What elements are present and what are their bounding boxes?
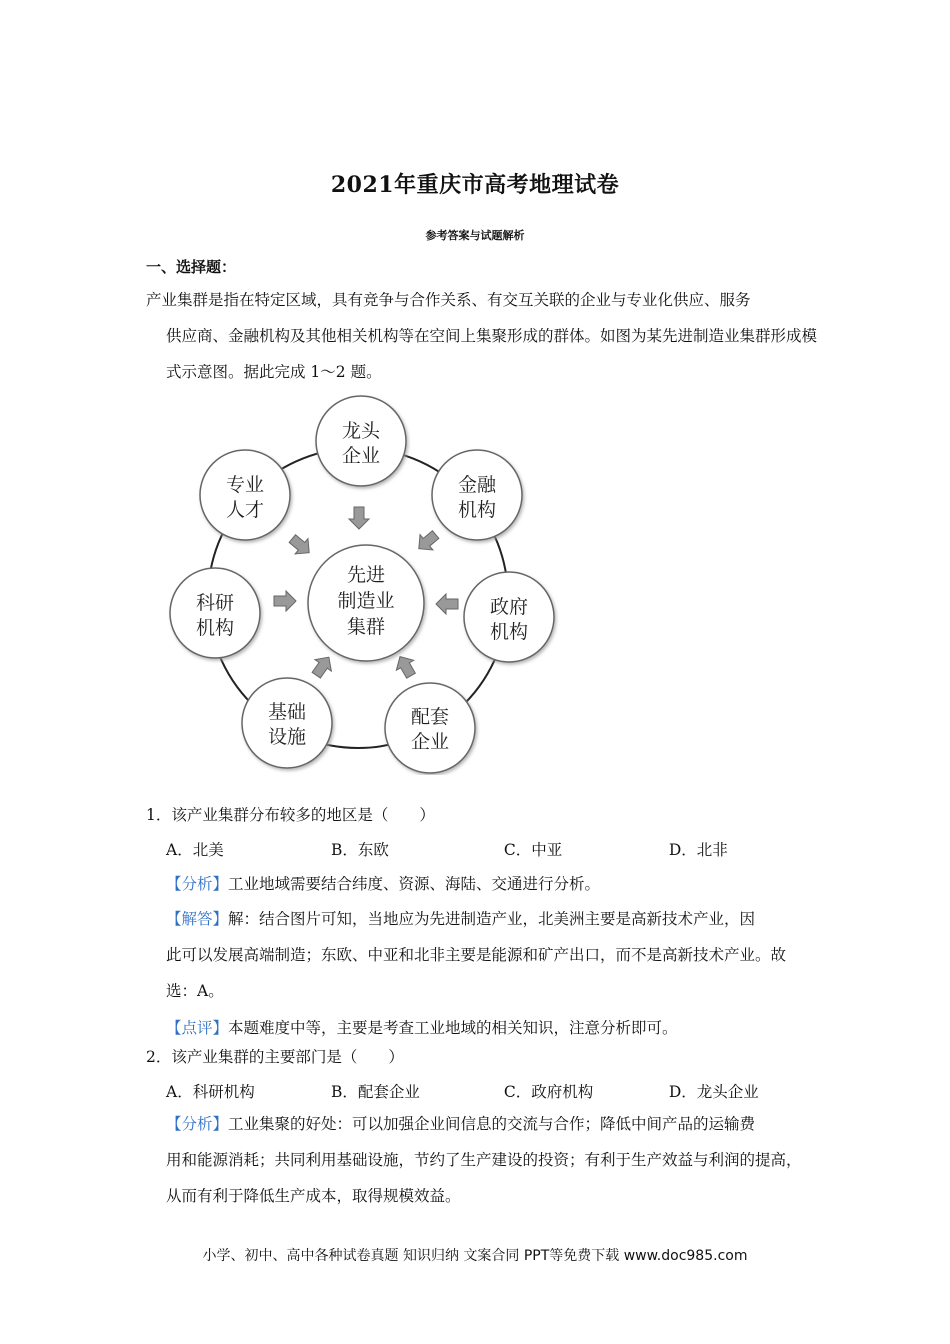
arrow-from-research (274, 591, 296, 611)
svg-text:集群: 集群 (346, 616, 386, 638)
q1-answer (166, 901, 816, 1009)
q1-analysis-tag: 【分析】 (166, 875, 229, 893)
q2-option-d: D．龙头企业 (668, 1083, 759, 1101)
arrow-from-infrastructure (308, 651, 337, 680)
industry-cluster-diagram (160, 395, 560, 775)
q1-comment (166, 1010, 816, 1046)
svg-text:人才: 人才 (225, 499, 265, 521)
svg-text:机构: 机构 (457, 499, 497, 521)
q1-answer-tag: 【解答】 (166, 910, 229, 928)
q1-comment-text: 本题难度中等，主要是考查工业地域的相关知识，注意分析即可。 (228, 1019, 678, 1037)
svg-text:政府: 政府 (489, 596, 529, 618)
center-node (308, 545, 424, 661)
question-2-stem: 2．该产业集群的主要部门是（ ） (146, 1048, 404, 1066)
q1-option-d: D．北非 (668, 841, 728, 859)
node-government (464, 572, 554, 662)
svg-text:制造业: 制造业 (337, 590, 395, 612)
svg-text:先进: 先进 (346, 564, 386, 586)
q2-analysis-line-1: 工业集聚的好处：可以加强企业间信息的交流与合作；降低中间产品的运输费 (228, 1115, 756, 1133)
q2-option-a: A．科研机构 (166, 1083, 255, 1101)
arrow-from-government (436, 594, 458, 614)
q1-answer-rest: 此可以发展高端制造；东欧、中亚和北非主要是能源和矿产出口，而不是高新技术产业。故选：A。 (166, 946, 787, 1000)
node-leading-enterprise (316, 396, 406, 486)
q2-option-c: C．政府机构 (503, 1083, 594, 1101)
node-infrastructure (242, 678, 332, 768)
q2-analysis-tag: 【分析】 (166, 1115, 229, 1133)
page-subtitle: 参考答案与试题解析 (425, 229, 525, 242)
q1-analysis (166, 866, 816, 902)
svg-text:专业: 专业 (225, 474, 265, 496)
question-1-stem: 1．该产业集群分布较多的地区是（ ） (146, 806, 435, 824)
arrow-from-finance (412, 527, 442, 556)
arrow-from-talent (286, 531, 316, 560)
q2-option-b: B．配套企业 (330, 1083, 420, 1101)
q1-analysis-text: 工业地域需要结合纬度、资源、海陆、交通进行分析。 (228, 875, 601, 893)
arrow-from-support (391, 652, 419, 681)
svg-text:配套: 配套 (410, 706, 450, 728)
q1-option-a: A．北美 (166, 841, 224, 859)
svg-text:企业: 企业 (341, 445, 381, 467)
question-2-options (166, 1080, 826, 1102)
q1-answer-line-1: 解：结合图片可知，当地应为先进制造产业，北美洲主要是高新技术产业，因 (228, 910, 756, 928)
page-title: 2021年重庆市高考地理试卷 (330, 172, 620, 198)
svg-text:机构: 机构 (195, 617, 235, 639)
q1-option-c: C．中亚 (503, 841, 563, 859)
q1-option-b: B．东欧 (330, 841, 389, 859)
svg-text:龙头: 龙头 (341, 420, 381, 442)
q2-analysis-rest: 用和能源消耗；共同利用基础设施，节约了生产建设的投资；有利于生产效益与利润的提高，从而有利于降低生产成本，取得规模效益。 (166, 1151, 802, 1205)
q2-analysis (166, 1106, 816, 1214)
node-talent (200, 450, 290, 540)
svg-text:机构: 机构 (489, 621, 529, 643)
intro-line-1: 产业集群是指在特定区域，具有竞争与合作关系、有交互关联的企业与专业化供应、服务 (146, 291, 751, 309)
svg-text:基础: 基础 (267, 701, 307, 723)
q1-comment-tag: 【点评】 (166, 1019, 229, 1037)
node-research (170, 568, 260, 658)
page-footer: 小学、初中、高中各种试卷真题 知识归纳 文案合同 PPT等免费下载 www.doc985.com (202, 1248, 748, 1264)
arrow-from-top (349, 507, 369, 529)
question-1-options (166, 838, 826, 860)
section-heading: 一、选择题： (146, 258, 237, 276)
svg-text:金融: 金融 (457, 474, 497, 496)
svg-text:设施: 设施 (267, 726, 307, 748)
svg-text:科研: 科研 (195, 592, 235, 614)
intro-paragraph (146, 282, 826, 390)
svg-text:企业: 企业 (410, 731, 450, 753)
node-finance (432, 450, 522, 540)
node-supporting-enterprise (385, 683, 475, 773)
intro-rest: 供应商、金融机构及其他相关机构等在空间上集聚形成的群体。如图为某先进制造业集群形成模式示意图。据此完成 1～2 题。 (166, 327, 818, 381)
